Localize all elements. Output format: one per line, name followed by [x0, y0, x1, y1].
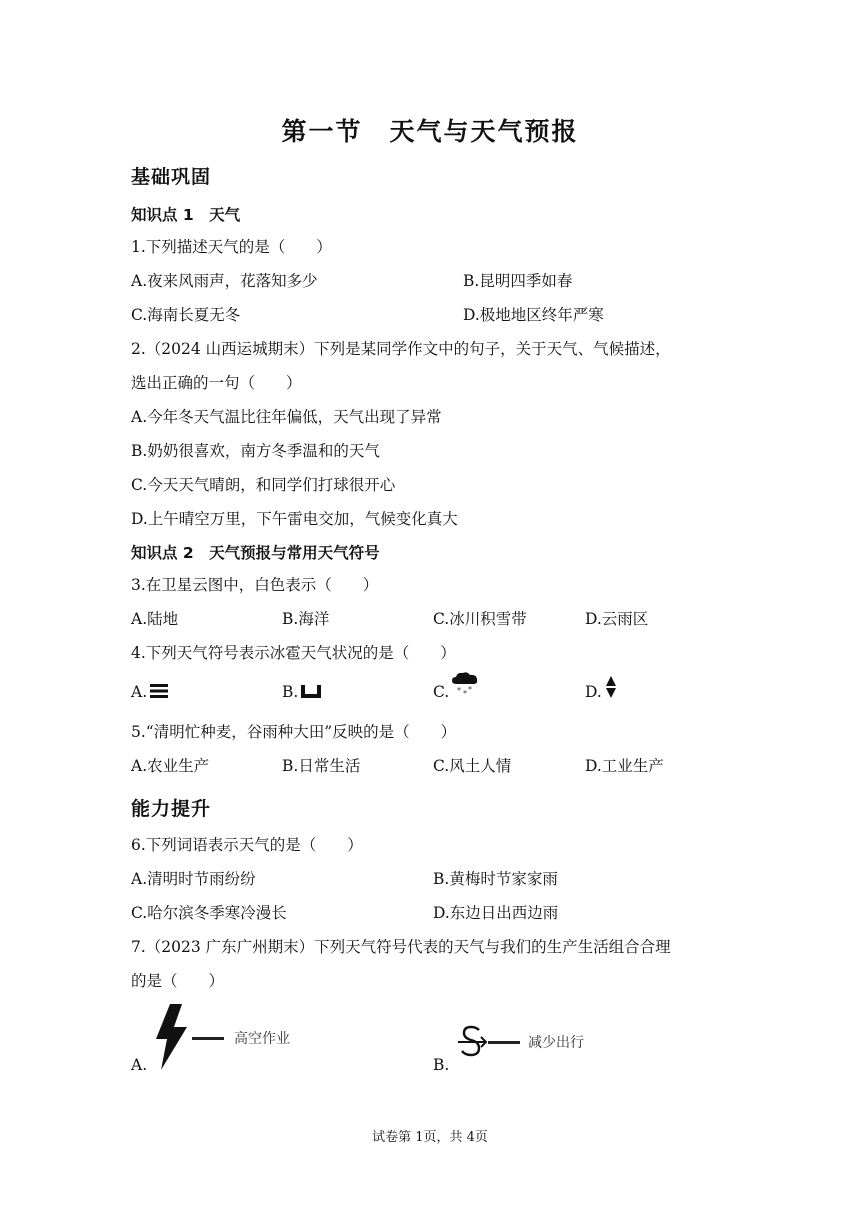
svg-text:*: * [457, 686, 462, 695]
question-6-stem: 6.下列词语表示天气的是（ ） [131, 836, 363, 854]
section-heading-basic: 基础巩固 [131, 166, 212, 188]
question-7-stem-line2: 的是（ ） [131, 972, 225, 990]
snow-cloud-icon [451, 671, 479, 701]
caption-connector-a [192, 1037, 224, 1040]
question-1-option-d[interactable]: D.极地地区终年严寒 [463, 306, 604, 324]
fog-icon [149, 683, 169, 703]
page-title: 第一节 天气与天气预报 [281, 117, 579, 146]
question-3-option-b[interactable]: B.海洋 [282, 610, 330, 628]
sandstorm-symbol-icon [457, 1025, 487, 1063]
question-4-option-a[interactable] [131, 683, 169, 703]
question-6-option-c[interactable]: C.哈尔滨冬季寒冷漫长 [131, 904, 287, 922]
question-5-stem: 5.“清明忙种麦，谷雨种大田”反映的是（ ） [131, 723, 457, 741]
question-3-option-c[interactable]: C.冰川积雪带 [433, 610, 527, 628]
question-4-option-a-label: A. [131, 683, 148, 701]
question-1-option-b[interactable]: B.昆明四季如春 [463, 272, 573, 290]
question-3-stem: 3.在卫星云图中，白色表示（ ） [131, 576, 379, 594]
question-2-option-c[interactable]: C.今天天气晴朗，和同学们打球很开心 [131, 476, 396, 494]
caption-connector-b [488, 1041, 520, 1044]
question-7-caption-b: 减少出行 [528, 1035, 584, 1051]
section-heading-advanced: 能力提升 [131, 798, 212, 820]
question-2-stem-line2: 选出正确的一句（ ） [131, 374, 302, 392]
question-6-option-a[interactable]: A.清明时节雨纷纷 [131, 870, 256, 888]
svg-text:*: * [463, 689, 468, 697]
question-6-option-d[interactable]: D.东边日出西边雨 [433, 904, 559, 922]
question-3-option-d[interactable]: D.云雨区 [585, 610, 649, 628]
question-6-option-b[interactable]: B.黄梅时节家家雨 [433, 870, 558, 888]
question-5-option-c[interactable]: C.风土人情 [433, 757, 512, 775]
question-4-option-d[interactable] [585, 683, 618, 703]
question-2-option-b[interactable]: B.奶奶很喜欢，南方冬季温和的天气 [131, 442, 380, 460]
question-4-option-c[interactable] [433, 683, 479, 701]
question-7-caption-a: 高空作业 [234, 1031, 290, 1047]
question-7-option-b[interactable]: B. [433, 1056, 450, 1074]
question-5-option-a[interactable]: A.农业生产 [131, 757, 210, 775]
hail-icon [604, 675, 618, 703]
question-5-option-d[interactable]: D.工业生产 [585, 757, 664, 775]
question-1-stem: 1.下列描述天气的是（ ） [131, 238, 332, 256]
question-3-option-a[interactable]: A.陆地 [131, 610, 179, 628]
question-5-option-b[interactable]: B.日常生活 [282, 757, 361, 775]
question-4-stem: 4.下列天气符号表示冰雹天气状况的是（ ） [131, 644, 456, 662]
question-1-option-c[interactable]: C.海南长夏无冬 [131, 306, 241, 324]
question-4-option-b-label: B. [282, 683, 299, 701]
question-2-option-d[interactable]: D.上午晴空万里，下午雷电交加，气候变化真大 [131, 510, 458, 528]
question-4-option-d-label: D. [585, 683, 602, 701]
question-4-option-c-label: C. [433, 683, 450, 701]
question-7-option-a[interactable]: A. [131, 1056, 148, 1074]
question-1-option-a[interactable]: A.夜来风雨声，花落知多少 [131, 272, 318, 290]
page-footer: 试卷第 1页，共 4页 [372, 1130, 488, 1145]
question-2-stem-line1: 2.（2024 山西运城期末）下列是某同学作文中的句子，关于天气、气候描述， [131, 340, 671, 358]
thunderstorm-icon [156, 1003, 190, 1075]
question-7-stem-line1: 7.（2023 广东广州期末）下列天气符号代表的天气与我们的生产生活组合合理 [131, 938, 671, 956]
knowledge-point-1: 知识点 1 天气 [131, 206, 241, 224]
question-4-option-b[interactable] [282, 683, 322, 703]
knowledge-point-2: 知识点 2 天气预报与常用天气符号 [131, 544, 380, 562]
sandstorm-icon [300, 683, 322, 703]
question-2-option-a[interactable]: A.今年冬天气温比往年偏低，天气出现了异常 [131, 408, 442, 426]
svg-text:*: * [468, 685, 473, 694]
